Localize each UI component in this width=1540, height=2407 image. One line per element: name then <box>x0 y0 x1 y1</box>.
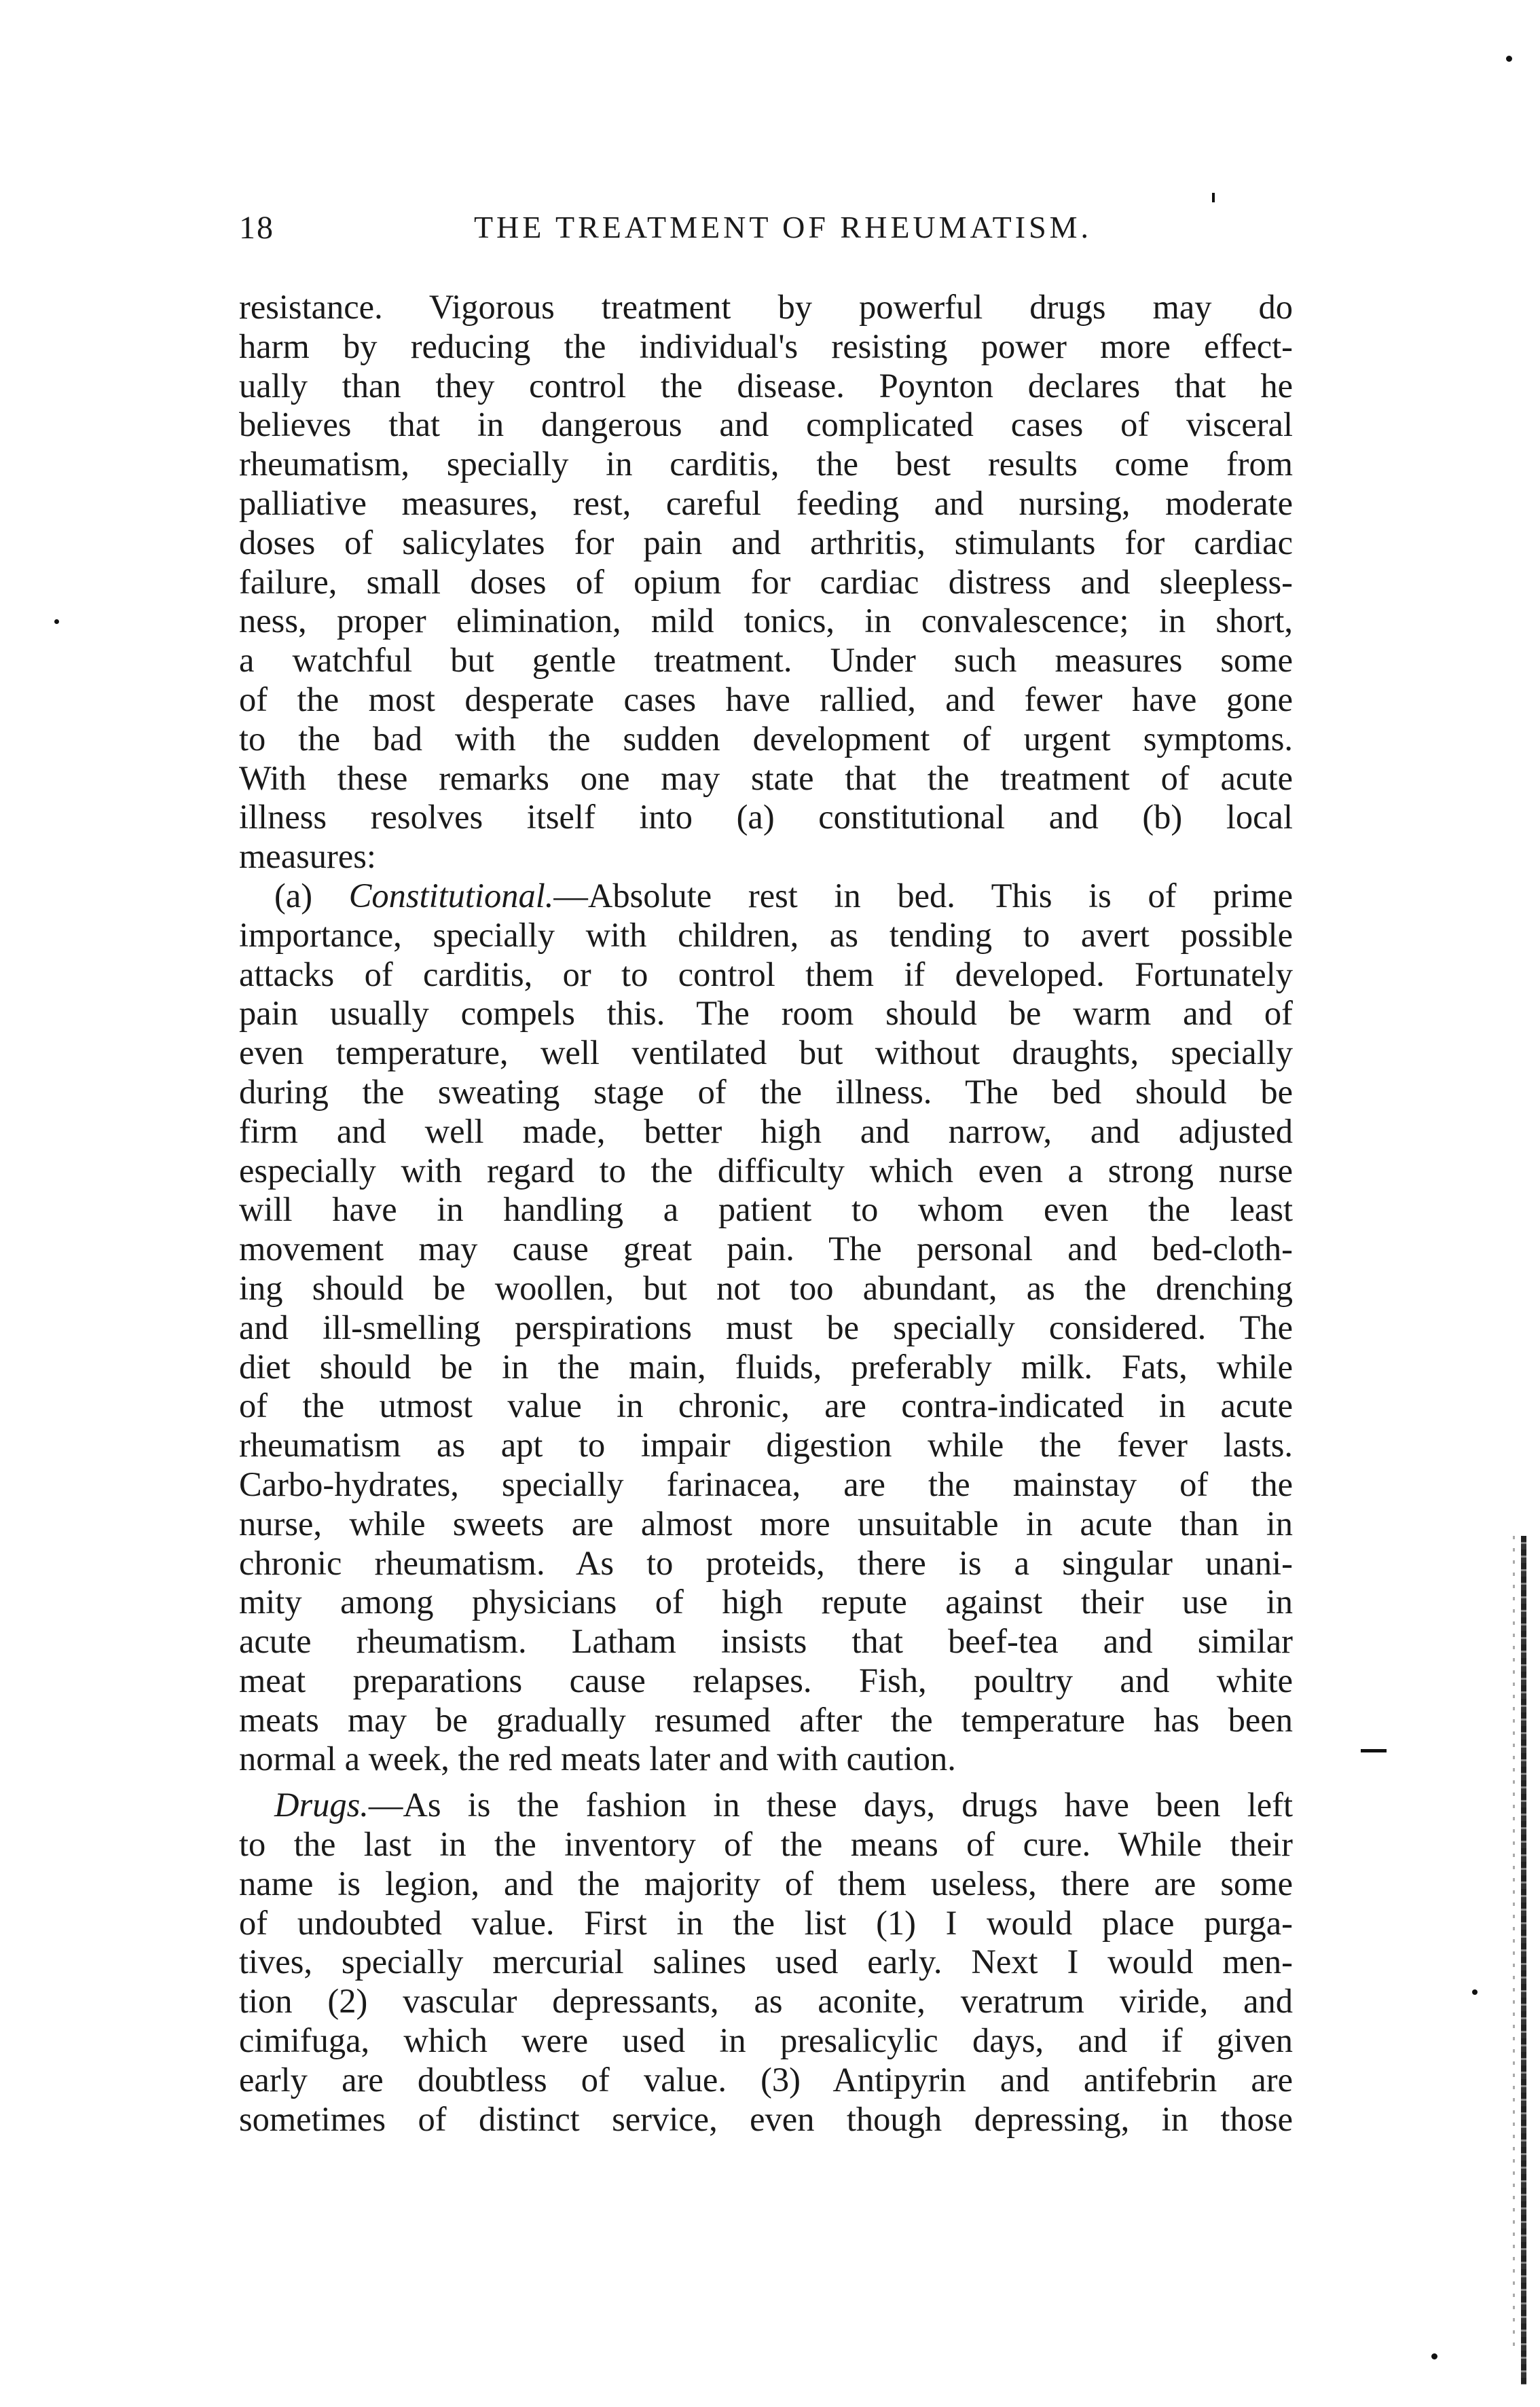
text-line: Carbo-hydrates, specially farinacea, are the mainstay of the <box>239 1465 1293 1503</box>
text-line: movement may cause great pain. The personal and bed-cloth- <box>239 1230 1293 1268</box>
text-line: normal a week, the red meats later and with caution. <box>239 1740 956 1778</box>
text-line: illness resolves itself into (a) constitutional and (b) local <box>239 798 1293 837</box>
text-line: chronic rheumatism. As to proteids, there is a singular unani- <box>239 1543 1293 1582</box>
scan-speck <box>1212 193 1215 202</box>
text-line: and ill-smelling perspirations must be specially considered. The <box>239 1308 1293 1346</box>
text-line: firm and well made, better high and narrow, and adjusted <box>239 1111 1293 1150</box>
text-line: of the most desperate cases have rallied, and fewer have gone <box>239 680 1293 718</box>
text-line: a watchful but gentle treatment. Under such measures some <box>239 641 1293 680</box>
paragraph-continuation <box>239 288 1293 877</box>
page-number: 18 <box>239 210 274 246</box>
scan-speck <box>1506 56 1512 62</box>
text-line: even temperature, well ventilated but without draughts, specially <box>239 1033 1293 1072</box>
text-line: of undoubted value. First in the list (1) I would place purga- <box>239 1903 1293 1942</box>
paragraph-lead: (a) <box>274 876 349 915</box>
running-title: THE TREATMENT OF RHEUMATISM. <box>473 210 1093 244</box>
scan-speck <box>54 619 59 624</box>
text-line: believes that in dangerous and complicated cases of visceral <box>239 405 1293 444</box>
page-edge-shadow <box>1521 1536 1526 2385</box>
page-edge-shadow <box>1513 1536 1515 2351</box>
text-line: to the last in the inventory of the means of cure. While their <box>239 1825 1293 1864</box>
text-line: mity among physicians of high repute against their use in <box>239 1583 1293 1621</box>
text-line: rheumatism, specially in carditis, the best results come from <box>239 445 1293 483</box>
text-line: tion (2) vascular depressants, as aconite, veratrum viride, and <box>239 1982 1293 2021</box>
text-line: name is legion, and the majority of them useless, there are some <box>239 1864 1293 1903</box>
text-line: palliative measures, rest, careful feeding and nursing, moderate <box>239 483 1293 522</box>
text-line: to the bad with the sudden development of urgent symptoms. <box>239 719 1293 758</box>
text-line: nurse, while sweets are almost more unsuitable in acute than in <box>239 1504 1293 1543</box>
text-line: cimifuga, which were used in presalicylic days, and if given <box>239 2021 1293 2060</box>
text-line-first <box>239 877 1293 916</box>
text-line: importance, specially with children, as tending to avert possible <box>239 915 1293 954</box>
text-line: meats may be gradually resumed after the temperature has been <box>239 1700 1293 1739</box>
text-line: will have in handling a patient to whom even the least <box>239 1190 1293 1229</box>
paragraph-constitutional <box>239 877 1293 1779</box>
text-fragment: —As is the fashion in these days, drugs have been left <box>368 1786 1293 1824</box>
scan-speck <box>1472 1989 1478 1995</box>
text-line: diet should be in the main, fluids, preferably milk. Fats, while <box>239 1347 1293 1386</box>
text-line: acute rheumatism. Latham insists that beef-tea and similar <box>239 1622 1293 1661</box>
text-line: measures: <box>239 837 376 876</box>
text-line: ness, proper elimination, mild tonics, in convalescence; in short, <box>239 602 1293 640</box>
text-line: especially with regard to the difficulty which even a strong nurse <box>239 1151 1293 1190</box>
paragraph-gap <box>239 1779 1293 1786</box>
text-line: during the sweating stage of the illness. The bed should be <box>239 1072 1293 1111</box>
text-line: tives, specially mercurial salines used early. Next I would men- <box>239 1943 1293 1981</box>
text-line: ually than they control the disease. Poynton declares that he <box>239 366 1293 405</box>
page-header <box>239 209 1293 258</box>
text-line: With these remarks one may state that the treatment of acute <box>239 758 1293 797</box>
text-line: doses of salicylates for pain and arthritis, stimulants for cardiac <box>239 523 1293 562</box>
section-heading-drugs: Drugs. <box>274 1786 369 1824</box>
text-line: ing should be woollen, but not too abundant, as the drenching <box>239 1268 1293 1307</box>
scan-speck <box>1431 2353 1437 2359</box>
text-line: of the utmost value in chronic, are contra-indicated in acute <box>239 1386 1293 1425</box>
scan-dash <box>1361 1749 1387 1752</box>
section-heading-constitutional: Constitutional. <box>348 876 554 915</box>
body-text <box>239 288 1293 2139</box>
text-line: meat preparations cause relapses. Fish, poultry and white <box>239 1661 1293 1699</box>
text-line: rheumatism as apt to impair digestion while the fever lasts. <box>239 1426 1293 1465</box>
text-fragment: —Absolute rest in bed. This is of prime <box>553 876 1293 915</box>
text-line: failure, small doses of opium for cardiac distress and sleepless- <box>239 562 1293 601</box>
text-line: harm by reducing the individual's resisting power more effect- <box>239 327 1293 365</box>
text-line: pain usually compels this. The room should be warm and of <box>239 994 1293 1033</box>
text-line: attacks of carditis, or to control them if developed. Fortunately <box>239 955 1293 993</box>
text-line: early are doubtless of value. (3) Antipyrin and antifebrin are <box>239 2060 1293 2099</box>
text-line: sometimes of distinct service, even though depressing, in those <box>239 2099 1293 2138</box>
text-line: resistance. Vigorous treatment by powerful drugs may do <box>239 288 1293 326</box>
text-line-first <box>239 1786 1293 1825</box>
paragraph-drugs <box>239 1786 1293 2139</box>
